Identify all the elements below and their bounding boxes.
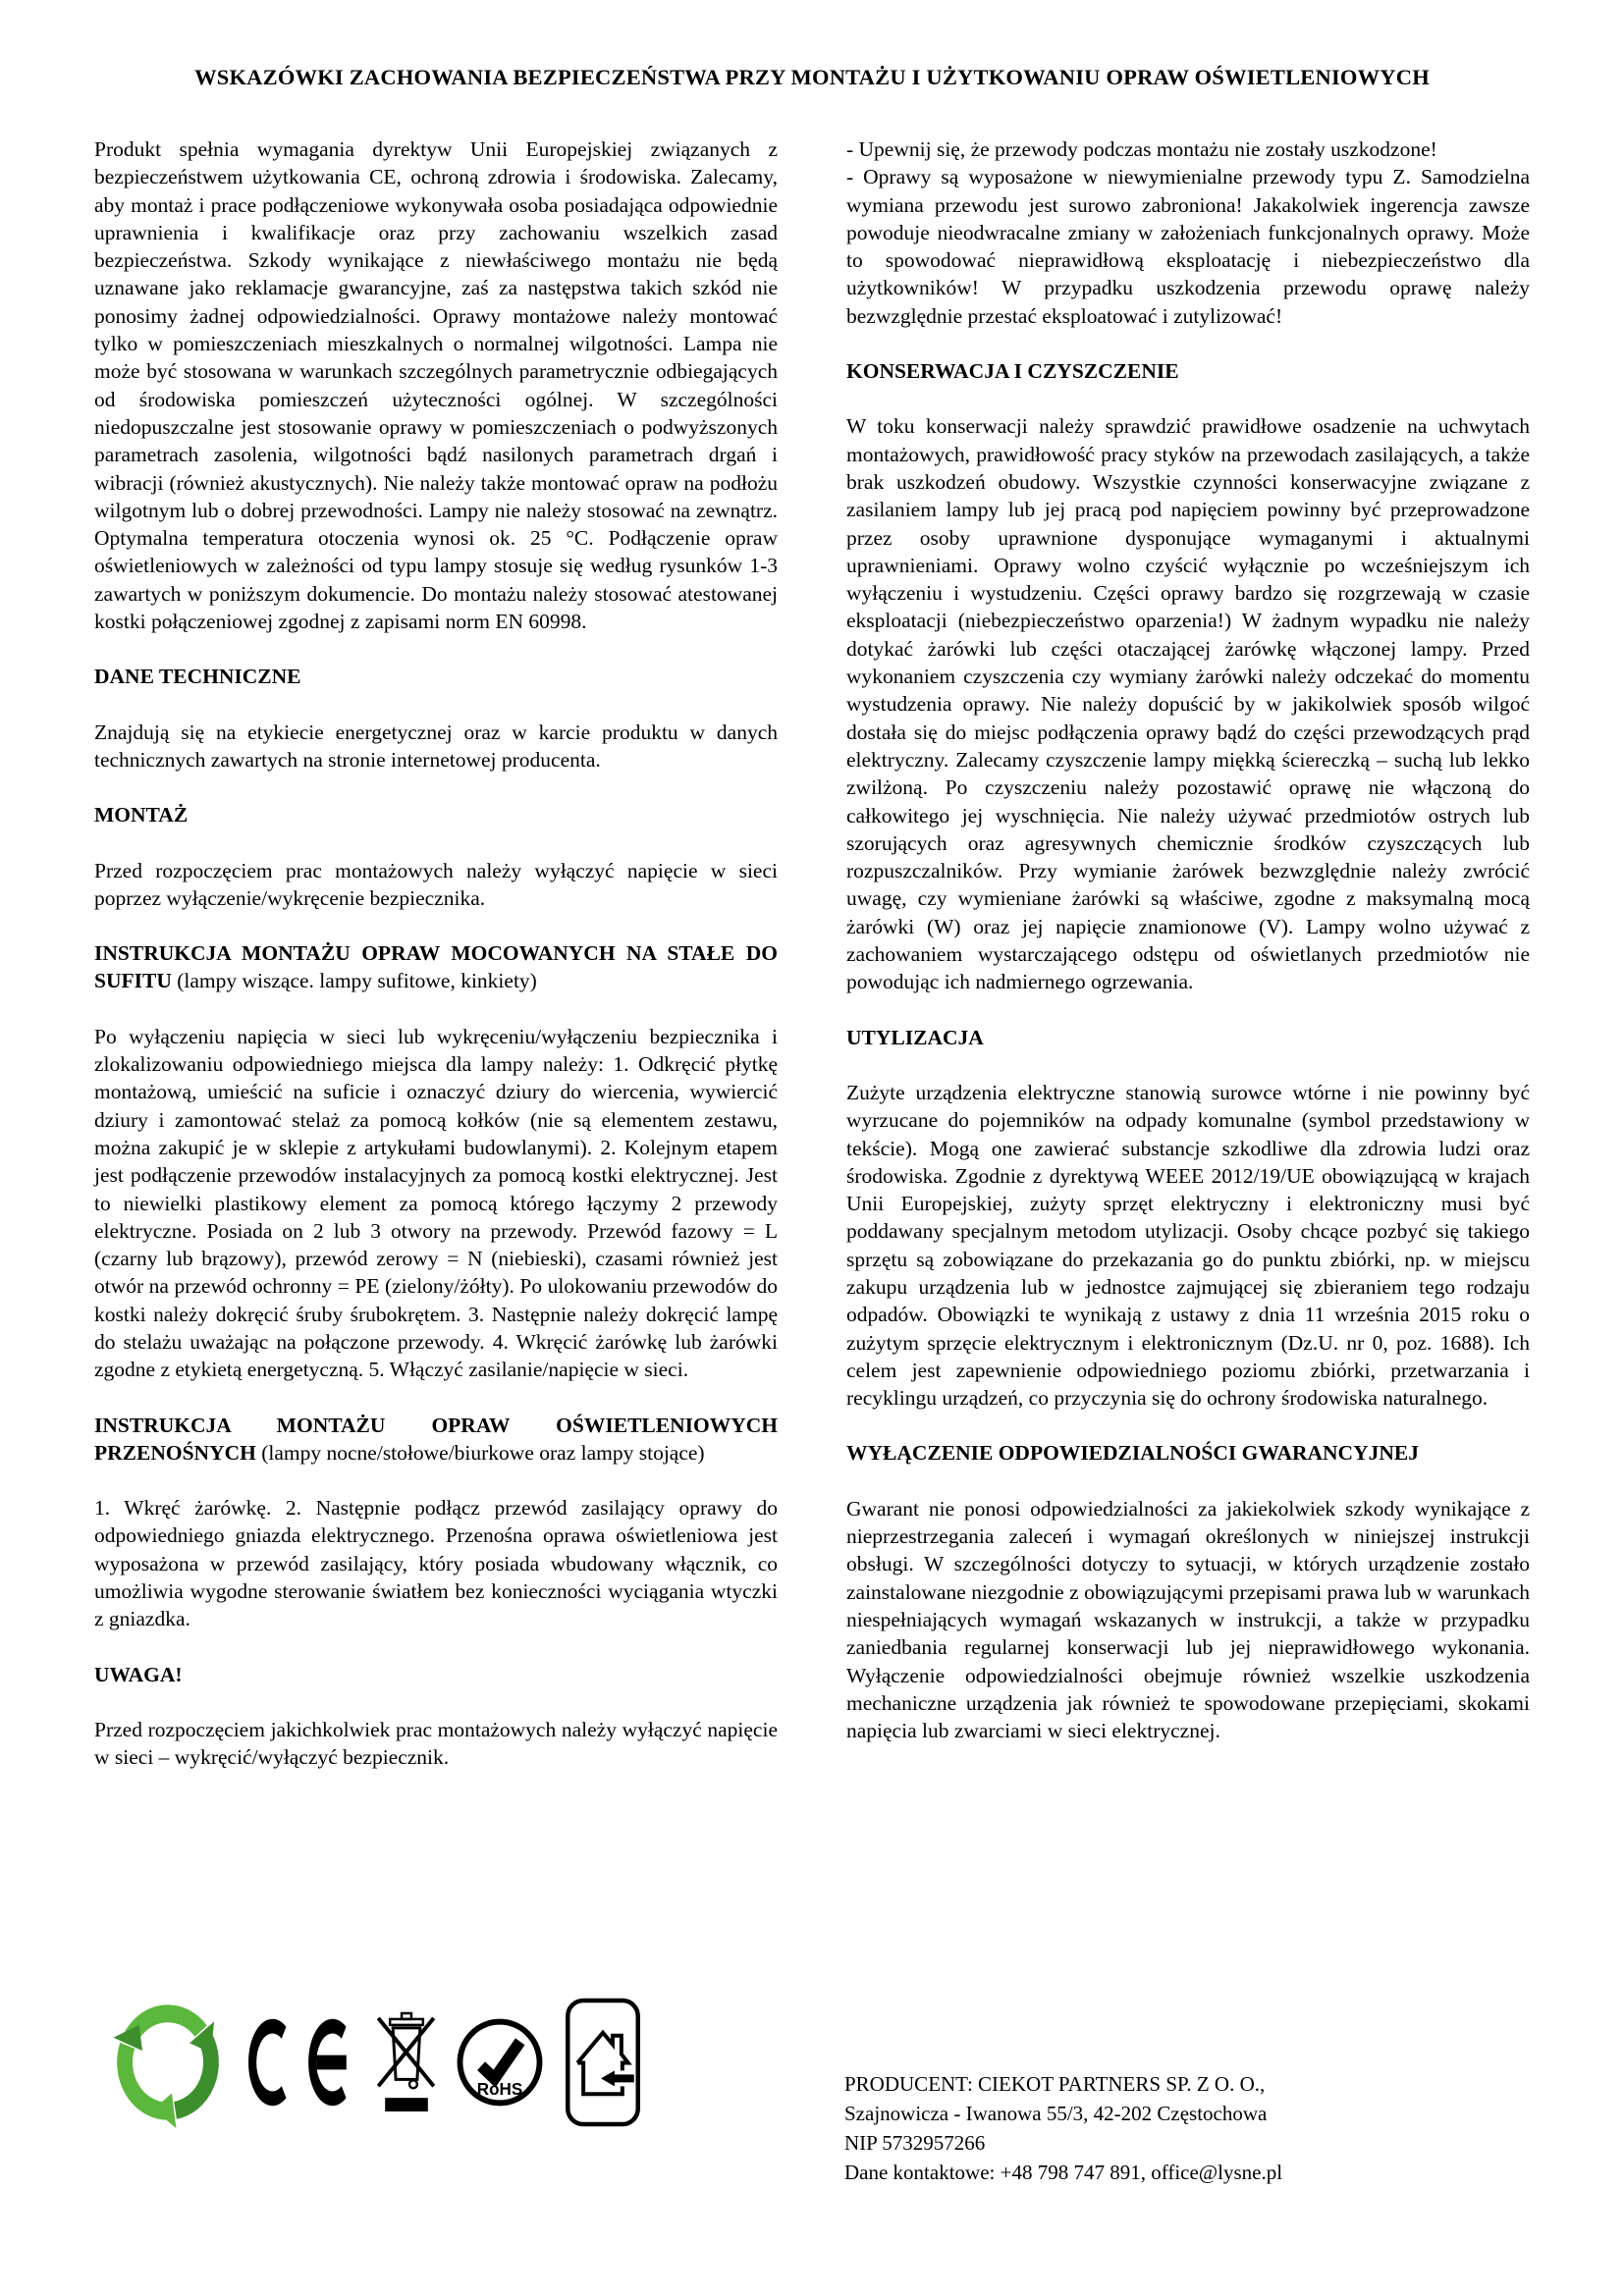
producer-line: NIP 5732957266 [844, 2131, 986, 2155]
section-heading-utylizacja: UTYLIZACJA [846, 1025, 984, 1049]
rohs-label: RoHS [476, 2078, 523, 2100]
document-title: WSKAZÓWKI ZACHOWANIA BEZPIECZEŃSTWA PRZY MONTAŻU I UŻYTKOWANIU OPRAW OŚWIETLENIOWYCH [194, 65, 1430, 89]
section-body-konserwacja: W toku konserwacji należy sprawdzić prawidłowe osadzenie na uchwytach montażowych, prawidłowość pracy styków na przewodach zasilających, a także brak uszkodzeń obudowy. Wszystkie czynności konserwacyjne związane z zasilaniem lampy lub jej pracą pod napięciem powinny być przeprowadzone przez osoby uprawnione dysponujące wymaganymi i aktualnymi uprawnieniami. Oprawy wolno czyścić wyłącznie po wcześniejszym ich wyłączeniu i wystudzeniu. Części oprawy bardzo się rozgrzewają w czasie eksploatacji (niebezpieczeństwo oparzenia!) W żadnym wypadku nie należy dotykać żarówki lub części otaczającej żarówkę włączonej lampy. Przed wykonaniem czyszczenia czy wymiany żarówki należy odczekać do momentu wystudzenia oprawy. Nie należy dopuścić by w jakikolwiek sposób wilgoć dostała się do miejsc podłączenia oprawy bądź do części przewodzących prąd elektryczny. Zalecamy czyszczenie lampy miękką ściereczką – suchą lub lekko zwilżoną. Po czyszczeniu należy pozostawić oprawę nie włączoną do całkowitego jej wyschnięcia. Nie należy używać przedmiotów ostrych lub szorujących oraz agresywnych chemicznie środków czyszczących lub rozpuszczalników. Przy wymianie żarówek bezwzględnie należy zwrócić uwagę, czy wymieniane żarówki są właściwe, zgodne z maksymalną mocą żarówki (W) oraz jej napięcie znamionowe (V). Lampy wolno używać z zachowaniem wystarczającego odstępu od oświetlanych przedmiotów nie powodując ich nadmiernego ogrzewania. [846, 414, 1530, 994]
producer-line: Dane kontaktowe: +48 798 747 891, office@lysne.pl [844, 2161, 1283, 2184]
section-body-utylizacja: Zużyte urządzenia elektryczne stanowią surowce wtórne i nie powinny być wyrzucane do pojemników na odpady komunalne (symbol przedstawiony w tekście). Mogą one zawierać substancje szkodliwe dla zdrowia ludzi oraz środowiska. Zgodnie z dyrektywą WEEE 2012/19/UE obowiązującą w krajach Unii Europejskiej, zużyty sprzęt elektryczny i elektroniczny musi być poddawany specjalnym metodom utylizacji. Osoby chcące pozbyć się takiego sprzętu są zobowiązane do przekazania go do punktu zbiórki, np. w miejscu zakupu urządzenia lub w jednostce zajmującej się zbieraniem tego rodzaju odpadów. Obowiązki te wynikają z ustawy z dnia 11 września 2015 roku o zużytym sprzęcie elektrycznym i elektronicznym (Dz.U. nr 0, poz. 1688). Ich celem jest zapewnienie odpowiedniego poziomu zbiórki, przetwarzania i recyklingu urządzeń, co przyczynia się do ochrony środowiska naturalnego. [846, 1080, 1530, 1411]
heading-normal-part: (lampy nocne/stołowe/biurkowe oraz lampy stojące) [255, 1440, 705, 1465]
heading-bold-part: INSTRUKCJA MONTAŻU OPRAW MOCOWANYCH NA STAŁE DO SUFITU [94, 941, 778, 993]
heading-normal-part: (lampy wiszące. lampy sufitowe, kinkiety) [171, 969, 537, 993]
section-body-montaz: Przed rozpoczęciem prac montażowych należy wyłączyć napięcie w sieci poprzez wyłączenie/wykręcenie bezpiecznika. [94, 858, 778, 910]
section-body-uwaga: Przed rozpoczęciem jakichkolwiek prac montażowych należy wyłączyć napięcie w sieci – wykręcić/wyłączyć bezpiecznik. [94, 1717, 778, 1770]
section-body-instrukcja-przenosne: 1. Wkręć żarówkę. 2. Następnie podłącz przewód zasilający oprawy do odpowiedniego gniazda elektrycznego. Przenośna oprawa oświetleniowa jest wyposażona w przewód zasilający, który posiada wbudowany włącznik, co umożliwia wygodne sterowanie światłem bez konieczności wyciągania wtyczki z gniazdka. [94, 1496, 778, 1631]
recycling-icon [108, 1995, 228, 2130]
section-heading-instrukcja-sufit [94, 939, 778, 995]
producer-info [844, 2069, 1282, 2187]
section-heading-konserwacja: KONSERWACJA I CZYSZCZENIE [846, 359, 1179, 384]
section-heading-uwaga: UWAGA! [94, 1662, 183, 1686]
weee-crossed-out-bin-icon [377, 2011, 436, 2113]
producer-line: Szajnowicza - Iwanowa 55/3, 42-202 Częstochowa [844, 2102, 1268, 2125]
producer-line: PRODUCENT: CIEKOT PARTNERS SP. Z O. O., [844, 2072, 1266, 2096]
rohs-check-icon [456, 2017, 544, 2108]
section-heading-instrukcja-przenosne [94, 1412, 778, 1468]
warning-dash-item-2: - Oprawy są wyposażone w niewymienialne przewody typu Z. Samodzielna wymiana przewodu jest surowo zabroniona! Jakakolwiek ingerencja zawsze powoduje nieodwracalne zmiany w założeniach funkcjonalnych oprawy. Może to spowodować nieprawidłową eksploatację i niebezpieczeństwo dla użytkowników! W przypadku uszkodzenia przewodu oprawę należy bezwzględnie przestać eksploatować i zutylizować! [846, 165, 1530, 328]
section-heading-montaz: MONTAŻ [94, 803, 189, 828]
heading-bold-part: INSTRUKCJA MONTAŻU OPRAW OŚWIETLENIOWYCH PRZENOŚNYCH [94, 1413, 778, 1465]
warning-dash-item-1: - Upewnij się, że przewody podczas montażu nie zostały uszkodzone! [846, 137, 1437, 161]
section-body-wylaczenie-odpowiedzialnosci: Gwarant nie ponosi odpowiedzialności za jakiekolwiek szkody wynikające z nieprzestrzegania zaleceń i wymagań określonych w niniejszej instrukcji obsługi. W szczególności dotyczy to sytuacji, w których urządzenie zostało zainstalowane niezgodnie z obowiązującymi przepisami prawa lub w warunkach niespełniających wymagań wskazanych w instrukcji, a także w przypadku zaniedbania regularnej konserwacji lub jej nieprawidłowego wykonania. Wyłączenie odpowiedzialności obejmuje również wszelkie uszkodzenia mechaniczne urządzenia jak również te spowodowane przepięciami, skokami napięcia lub zwarciami w sieci elektrycznej. [846, 1496, 1530, 1743]
section-heading-dane-techniczne: DANE TECHNICZNE [94, 665, 301, 689]
two-column-layout [94, 135, 1530, 1799]
section-body-dane-techniczne: Znajdują się na etykiecie energetycznej oraz w karcie produktu w danych technicznych zawartych na stronie internetowej producenta. [94, 720, 778, 772]
ce-mark-icon [247, 2017, 357, 2108]
section-body-instrukcja-sufit: Po wyłączeniu napięcia w sieci lub wykręceniu/wyłączeniu bezpiecznika i zlokalizowaniu odpowiedniego miejsca dla lampy należy: 1. Odkręcić płytkę montażową, umieścić na suficie i oznaczyć dziury do wiercenia, wywiercić dziury i zamontować stelaż za pomocą kołków (nie są elementem zestawu, można zakupić je w sklepie z artykułami budowlanymi). 2. Kolejnym etapem jest podłączenie przewodów instalacyjnych za pomocą kostki elektrycznej. Jest to niewielki plastikowy element za pomocą którego łączymy 2 przewody elektryczne. Posiada on 2 lub 3 otwory na przewody. Przewód fazowy = L (czarny lub brązowy), przewód zerowy = N (niebieski), czasami również jest otwór na przewód ochronny = PE (zielony/żółty). Po ulokowaniu przewodów do kostki należy dokręcić śruby śrubokrętem. 3. Następnie należy dokręcić lampę do stelażu uważając na połączone przewody. 4. Wkręcić żarówkę lub żarówki zgodne z etykietą energetyczną. 5. Włączyć zasilanie/napięcie w sieci. [94, 1024, 778, 1382]
indoor-use-house-icon [564, 1997, 642, 2128]
certification-icons-row [108, 1991, 642, 2134]
intro-paragraph: Produkt spełnia wymagania dyrektyw Unii Europejskiej związanych z bezpieczeństwem użytkowania CE, ochroną zdrowia i środowiska. Zalecamy, aby montaż i prace podłączeniowe wykonywała osoba posiadająca odpowiednie uprawnienia i kwalifikacje oraz przy zachowaniu wszelkich zasad bezpieczeństwa. Szkody wynikające z niewłaściwego montażu nie będą uznawane jako reklamacje gwarancyjne, zaś za następstwa takich szkód nie ponosimy żadnej odpowiedzialności. Oprawy montażowe należy montować tylko w pomieszczeniach mieszkalnych o normalnej wilgotności. Lampa nie może być stosowana w warunkach szczególnych parametrycznie odbiegających od środowiska pomieszczeń użyteczności ogólnej. W szczególności niedopuszczalne jest stosowanie oprawy w pomieszczeniach o podwyższonych parametrach zasolenia, wilgotności bądź nasilonych parametrach drgań i wibracji (również akustycznych). Nie należy także montować opraw na podłożu wilgotnym lub o dobrej przewodności. Lampy nie należy stosować na zewnątrz. Optymalna temperatura otoczenia wynosi ok. 25 °C. Podłączenie opraw oświetleniowych w zależności od typu lampy stosuje się według rysunków 1-3 zawartych w poniższym dokumencie. Do montażu należy stosować atestowanej kostki połączeniowej zgodnej z zapisami norm EN 60998. [94, 137, 778, 634]
section-heading-wylaczenie-odpowiedzialnosci: WYŁĄCZENIE ODPOWIEDZIALNOŚCI GWARANCYJNEJ [846, 1441, 1419, 1466]
right-column [846, 135, 1530, 1799]
left-column [94, 135, 778, 1799]
